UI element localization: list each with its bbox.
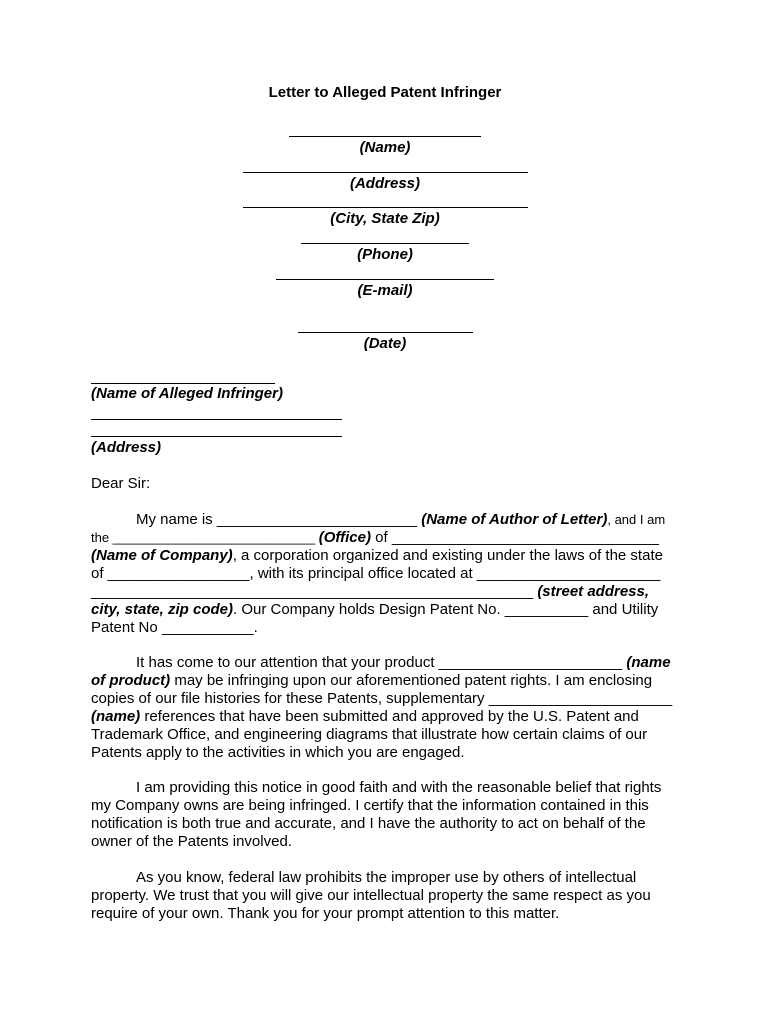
email-blank-line — [276, 279, 494, 280]
sender-address-label: (Address) — [349, 175, 420, 192]
name-blank-line — [289, 136, 481, 137]
sender-name-label: (Name) — [359, 139, 411, 156]
address-blank-line — [243, 172, 528, 173]
salutation: Dear Sir: — [91, 475, 151, 492]
paragraph-introduction: My name is ________________________ (Name of Author of Letter), and I am the ____________________________ (Office) of ________________________________ (Name of Company), a corporation organized and existing under the laws of the state of _________________, with its principal office located at ______________________ _____________________________________________________ (street address, city, state, zip code). Our Company holds Design Patent No. __________ and Utility Patent No ___________. — [91, 511, 666, 636]
recipient-name-blank-line — [91, 383, 275, 384]
paragraph-closing: As you know, federal law prohibits the improper use by others of intellectual property. We trust that you will give our intellectual property the same respect as you require of your own. Thank you for your prompt attention to this matter. — [91, 869, 651, 922]
sender-phone-label: (Phone) — [357, 246, 413, 263]
sender-city-label: (City, State Zip) — [330, 210, 440, 227]
recipient-address-blank-line-1 — [91, 419, 342, 420]
document-title: Letter to Alleged Patent Infringer — [268, 84, 502, 101]
paragraph-good-faith: I am providing this notice in good faith and with the reasonable belief that rights my Company owns are being infringed. I certify that the information contained in this notification is both true and accurate, and I have the authority to act on behalf of the owner of the Patents involved. — [91, 779, 662, 850]
date-label: (Date) — [363, 335, 407, 352]
recipient-address-label: (Address) — [91, 439, 162, 456]
recipient-name-label: (Name of Alleged Infringer) — [91, 385, 283, 402]
paragraph-infringement-notice: It has come to our attention that your product ______________________ (name of product) may be infringing upon our aforementioned patent rights. I am enclosing copies of our file histories for these Patents, supplementary ______________________ (name) references that have been submitted and approved by the U.S. Patent and Trademark Office, and engineering diagrams that illustrate how certain claims of our Patents apply to the activities in which you are engaged. — [91, 654, 673, 761]
date-blank-line — [298, 332, 473, 333]
sender-email-label: (E-mail) — [357, 282, 413, 299]
city-blank-line — [243, 207, 528, 208]
phone-blank-line — [301, 243, 469, 244]
recipient-address-blank-line-2 — [91, 436, 342, 437]
